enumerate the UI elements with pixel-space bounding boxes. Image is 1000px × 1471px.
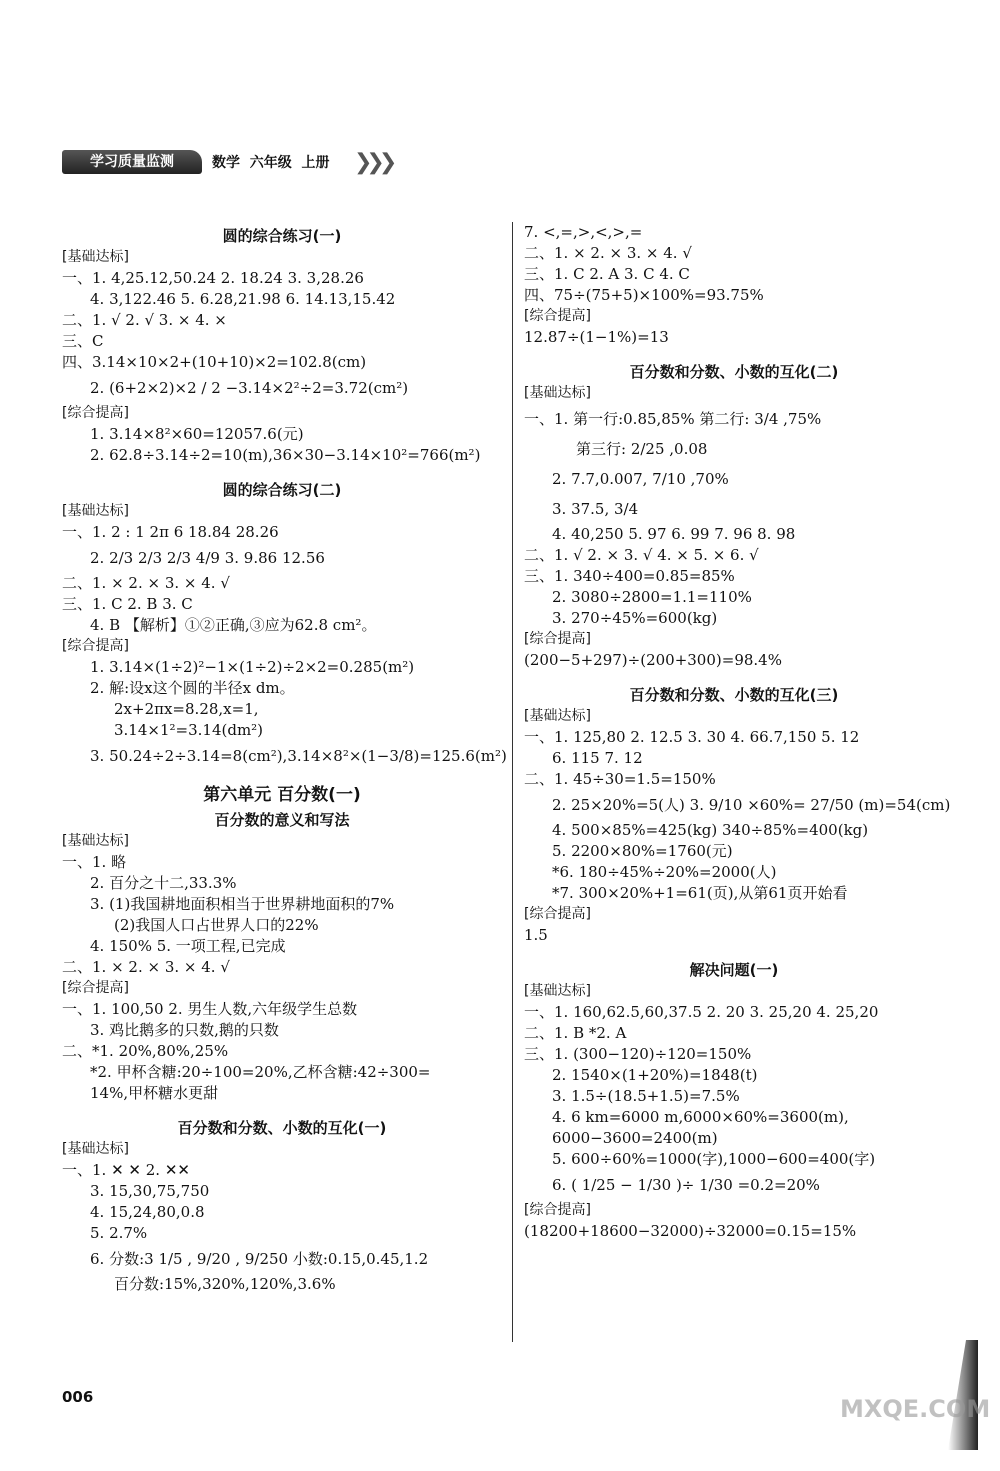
answer-line: *2. 甲杯含糖:20÷100=20%,乙杯含糖:42÷300=: [90, 1063, 431, 1081]
answer-line: 4. B 【解析】①②正确,③应为62.8 cm²。: [90, 616, 377, 634]
answer-line: 4. 500×85%=425(kg) 340÷85%=400(kg): [552, 821, 869, 839]
answer-line: 6000−3600=2400(m): [552, 1129, 718, 1147]
section-label: [综合提高]: [62, 980, 129, 996]
answer-line: 二、1. B *2. A: [524, 1024, 627, 1042]
answer-line: 3. 1.5÷(18.5+1.5)=7.5%: [552, 1087, 740, 1105]
answer-line: 三、1. C 2. B 3. C: [62, 595, 193, 613]
answer-line: 二、1. √ 2. √ 3. × 4. ×: [62, 311, 227, 329]
column-divider: [512, 222, 513, 1342]
answer-line: 一、1. 第一行:0.85,85% 第二行: 3/4 ,75%: [524, 410, 822, 428]
answer-line: 7. <,=,>,<,>,=: [524, 223, 643, 241]
answer-line: 四、3.14×10×2+(10+10)×2=102.8(cm): [62, 353, 367, 371]
answer-line: 一、1. 略: [62, 853, 127, 871]
answer-line: 4. 40,250 5. 97 6. 99 7. 96 8. 98: [552, 525, 796, 543]
answer-line: 3. 37.5, 3/4: [552, 500, 639, 518]
answer-line: 三、1. 340÷400=0.85=85%: [524, 567, 735, 585]
answer-line: 1. 3.14×8²×60=12057.6(元): [90, 425, 304, 443]
answer-line: *7. 300×20%+1=61(页),从第61页开始看: [552, 884, 848, 902]
answer-line: 一、1. 100,50 2. 男生人数,六年级学生总数: [62, 1000, 358, 1018]
answer-line: 四、75÷(75+5)×100%=93.75%: [524, 286, 764, 304]
section-title: 百分数的意义和写法: [214, 811, 350, 829]
answer-line: 5. 600÷60%=1000(字),1000−600=400(字): [552, 1150, 876, 1168]
section-label: [综合提高]: [524, 308, 591, 324]
answer-line: 4. 3,122.46 5. 6.28,21.98 6. 14.13,15.42: [90, 290, 396, 308]
answer-line: 百分数:15%,320%,120%,3.6%: [114, 1275, 336, 1293]
section-label: [基础达标]: [62, 833, 129, 849]
section-label: [基础达标]: [524, 385, 591, 401]
answer-line: 4. 15,24,80,0.8: [90, 1203, 205, 1221]
answer-line: 12.87÷(1−1%)=13: [524, 328, 669, 346]
answer-line: 二、1. × 2. × 3. × 4. √: [62, 958, 230, 976]
answer-line: 2. (6+2×2)×2 / 2 −3.14×2²÷2=3.72(cm²): [90, 379, 409, 397]
section-title: 百分数和分数、小数的互化(一): [177, 1119, 387, 1137]
right-column: [524, 222, 951, 1242]
answer-line: 第三行: 2/25 ,0.08: [576, 440, 708, 458]
answer-line: 3. 鸡比鹅多的只数,鹅的只数: [90, 1021, 279, 1039]
answer-line: 一、1. ✕ ✕ 2. ✕✕: [62, 1161, 190, 1179]
answer-line: 2. 百分之十二,33.3%: [90, 874, 237, 892]
header-banner: [62, 148, 412, 178]
section-label: [综合提高]: [524, 906, 591, 922]
answer-line: 三、C: [62, 332, 104, 350]
answer-line: 14%,甲杯糖水更甜: [90, 1084, 219, 1102]
answer-line: 二、1. × 2. × 3. × 4. √: [524, 244, 692, 262]
section-title: 百分数和分数、小数的互化(二): [629, 363, 839, 381]
answer-line: 1. 3.14×(1÷2)²−1×(1÷2)÷2×2=0.285(m²): [90, 658, 415, 676]
answer-line: 二、1. × 2. × 3. × 4. √: [62, 574, 230, 592]
section-label: [基础达标]: [62, 1141, 129, 1157]
section-title: 百分数和分数、小数的互化(三): [629, 686, 839, 704]
section-label: [综合提高]: [62, 638, 129, 654]
answer-line: 一、1. 2 : 1 2π 6 18.84 28.26: [62, 523, 279, 541]
answer-line: 2. 2/3 2/3 2/3 4/9 3. 9.86 12.56: [90, 549, 325, 567]
answer-line: 2. 1540×(1+20%)=1848(t): [552, 1066, 758, 1084]
section-label: [基础达标]: [62, 249, 129, 265]
left-column: [62, 222, 507, 1295]
answer-line: 三、1. (300−120)÷120=150%: [524, 1045, 752, 1063]
section-label: [综合提高]: [524, 631, 591, 647]
answer-line: 2. 62.8÷3.14÷2=10(m),36×30−3.14×10²=766(m²): [90, 446, 481, 464]
answer-line: 1.5: [524, 926, 548, 944]
section-label: [基础达标]: [524, 708, 591, 724]
answer-line: (2)我国人口占世界人口的22%: [114, 916, 319, 934]
answer-line: 一、1. 125,80 2. 12.5 3. 30 4. 66.7,150 5. 12: [524, 728, 860, 746]
answer-line: 一、1. 160,62.5,60,37.5 2. 20 3. 25,20 4. 25,20: [524, 1003, 879, 1021]
section-label: [基础达标]: [62, 503, 129, 519]
answer-line: 一、1. 4,25.12,50.24 2. 18.24 3. 3,28.26: [62, 269, 364, 287]
section-title: 圆的综合练习(一): [222, 227, 342, 245]
section-title: 第六单元 百分数(一): [203, 785, 361, 805]
answer-line: 5. 2200×80%=1760(元): [552, 842, 733, 860]
section-title: 解决问题(一): [689, 961, 779, 979]
answer-line: *6. 180÷45%÷20%=2000(人): [552, 863, 777, 881]
answer-line: 6. 分数:3 1/5 , 9/20 , 9/250 小数:0.15,0.45,1.2: [90, 1250, 429, 1268]
subject-label: 数学 六年级 上册: [212, 155, 330, 171]
answer-line: (200−5+297)÷(200+300)=98.4%: [524, 651, 782, 669]
section-label: [综合提高]: [524, 1202, 591, 1218]
answer-line: 3. 50.24÷2÷3.14=8(cm²),3.14×8²×(1−3/8)=125.6(m²): [90, 747, 507, 765]
answer-line: 3.14×1²=3.14(dm²): [114, 721, 264, 739]
answer-line: 4. 6 km=6000 m,6000×60%=3600(m),: [552, 1108, 849, 1126]
answer-line: (18200+18600−32000)÷32000=0.15=15%: [524, 1222, 857, 1240]
answer-line: 6. ( 1/25 − 1/30 )÷ 1/30 =0.2=20%: [552, 1176, 820, 1194]
answer-line: 2. 3080÷2800=1.1=110%: [552, 588, 752, 606]
answer-line: 5. 2.7%: [90, 1224, 148, 1242]
answer-line: 二、*1. 20%,80%,25%: [62, 1042, 229, 1060]
answer-line: 2. 7.7,0.007, 7/10 ,70%: [552, 470, 729, 488]
page-number: 006: [62, 1388, 94, 1406]
answer-line: 3. 15,30,75,750: [90, 1182, 210, 1200]
answer-line: 二、1. 45÷30=1.5=150%: [524, 770, 716, 788]
series-label: 学习质量监测: [62, 150, 202, 174]
answer-line: 2. 解:设x这个圆的半径x dm。: [90, 679, 295, 697]
answer-line: 4. 150% 5. 一项工程,已完成: [90, 937, 286, 955]
answer-line: 二、1. √ 2. × 3. √ 4. × 5. × 6. √: [524, 546, 759, 564]
answer-line: 三、1. C 2. A 3. C 4. C: [524, 265, 690, 283]
section-label: [综合提高]: [62, 405, 129, 421]
section-label: [基础达标]: [524, 983, 591, 999]
watermark: MXQE.COM: [840, 1395, 991, 1423]
answer-line: 2x+2πx=8.28,x=1,: [114, 700, 259, 718]
answer-line: 3. (1)我国耕地面积相当于世界耕地面积的7%: [90, 895, 395, 913]
chevron-icon: ❯❯❯: [354, 150, 392, 175]
answer-line: 3. 270÷45%=600(kg): [552, 609, 718, 627]
answer-line: 2. 25×20%=5(人) 3. 9/10 ×60%= 27/50 (m)=54(cm): [552, 796, 951, 814]
answer-line: 6. 115 7. 12: [552, 749, 643, 767]
section-title: 圆的综合练习(二): [222, 481, 342, 499]
